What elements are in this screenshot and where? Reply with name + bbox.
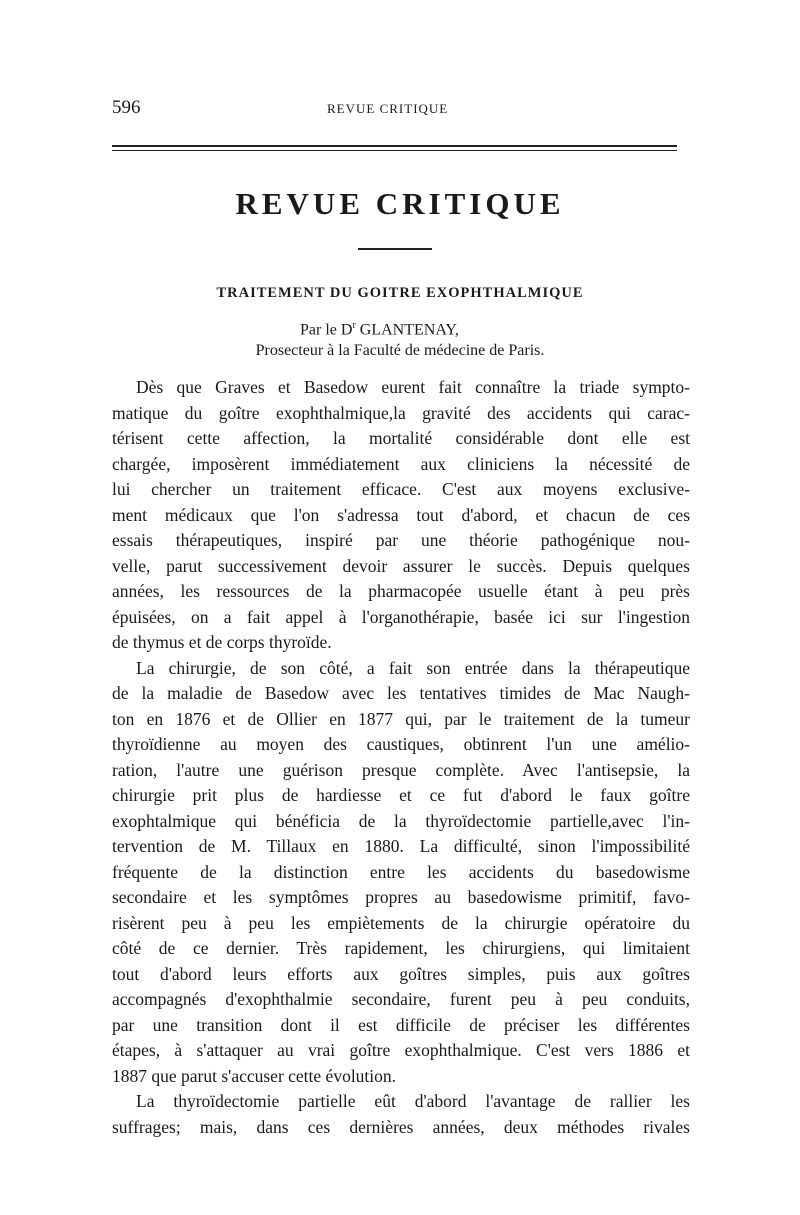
body-line: essais thérapeutiques, inspiré par une théorie pathogénique nou- bbox=[112, 530, 690, 550]
running-title: REVUE CRITIQUE bbox=[327, 101, 449, 116]
body-line: accompagnés d'exophthalmie secondaire, furent peu à peu conduits, bbox=[112, 989, 690, 1009]
body-text bbox=[112, 375, 690, 1140]
author-line bbox=[300, 320, 700, 339]
title-rule bbox=[358, 248, 432, 250]
body-line: exophtalmique qui bénéficia de la thyroïdectomie partielle,avec l'in- bbox=[112, 810, 690, 831]
body-line: années, les ressources de la pharmacopée usuelle étant à peu près bbox=[112, 581, 690, 601]
body-line: La chirurgie, de son côté, a fait son entrée dans la thérapeutique bbox=[136, 657, 690, 678]
body-line: velle, parut successivement devoir assurer le succès. Depuis quelques bbox=[112, 555, 690, 576]
body-line: étapes, à s'attaquer au vrai goître exophthalmique. C'est vers 1886 et bbox=[112, 1040, 690, 1060]
article-title: TRAITEMENT DU GOITRE EXOPHTHALMIQUE bbox=[216, 285, 584, 301]
body-line: suffrages; mais, dans ces dernières années, deux méthodes rivales bbox=[112, 1116, 690, 1137]
body-line: thyroïdienne au moyen des caustiques, obtinrent l'un une amélio- bbox=[112, 734, 690, 754]
body-line: lui chercher un traitement efficace. C'est aux moyens exclusive- bbox=[112, 479, 690, 499]
author-prefix: Par le D bbox=[300, 321, 353, 339]
body-line: chirurgie prit plus de hardiesse et ce fut d'abord le faux goître bbox=[112, 785, 690, 805]
body-line: Dès que Graves et Basedow eurent fait connaître la triade sympto- bbox=[136, 377, 690, 397]
body-line: ration, l'autre une guérison presque complète. Avec l'antisepsie, la bbox=[112, 759, 690, 780]
body-line: risèrent peu à peu les empiètements de la chirurgie opératoire du bbox=[112, 912, 690, 933]
author-prefix-sup: r bbox=[352, 320, 356, 331]
author-name: GLANTENAY, bbox=[355, 321, 459, 339]
header-rule bbox=[112, 145, 677, 151]
body-line: chargée, imposèrent immédiatement aux cliniciens la nécessité de bbox=[112, 453, 690, 474]
body-line: 1887 que parut s'accuser cette évolution. bbox=[112, 1065, 397, 1086]
body-line: tervention de M. Tillaux en 1880. La difficulté, sinon l'impossibilité bbox=[112, 836, 690, 856]
page-number: 596 bbox=[112, 97, 141, 118]
body-line: térisent cette affection, la mortalité considérable dont elle est bbox=[112, 428, 690, 448]
body-line: par une transition dont il est difficile de préciser les différentes bbox=[112, 1014, 690, 1035]
body-line: ton en 1876 et de Ollier en 1877 qui, par le traitement de la tumeur bbox=[112, 708, 690, 729]
body-line: tout d'abord leurs efforts aux goîtres simples, puis aux goîtres bbox=[112, 963, 690, 984]
author-affiliation: Prosecteur à la Faculté de médecine de Paris. bbox=[255, 342, 545, 359]
body-line: secondaire et les symptômes propres au basedowisme primitif, favo- bbox=[112, 887, 690, 907]
body-line: côté de ce dernier. Très rapidement, les chirurgiens, qui limitaient bbox=[112, 938, 690, 958]
body-line: La thyroïdectomie partielle eût d'abord l'avantage de rallier les bbox=[136, 1091, 690, 1111]
body-line: matique du goître exophthalmique,la gravité des accidents qui carac- bbox=[112, 402, 690, 423]
body-line: épuisées, on a fait appel à l'organothérapie, basée ici sur l'ingestion bbox=[112, 606, 690, 627]
section-title: REVUE CRITIQUE bbox=[235, 186, 565, 221]
running-head bbox=[112, 97, 692, 121]
body-line: ment médicaux que l'on s'adressa tout d'abord, et chacun de ces bbox=[112, 504, 690, 525]
body-line: fréquente de la distinction entre les accidents du basedowisme bbox=[112, 861, 690, 882]
body-line: de la maladie de Basedow avec les tentatives timides de Mac Naugh- bbox=[112, 683, 690, 703]
body-line: de thymus et de corps thyroïde. bbox=[112, 632, 332, 652]
